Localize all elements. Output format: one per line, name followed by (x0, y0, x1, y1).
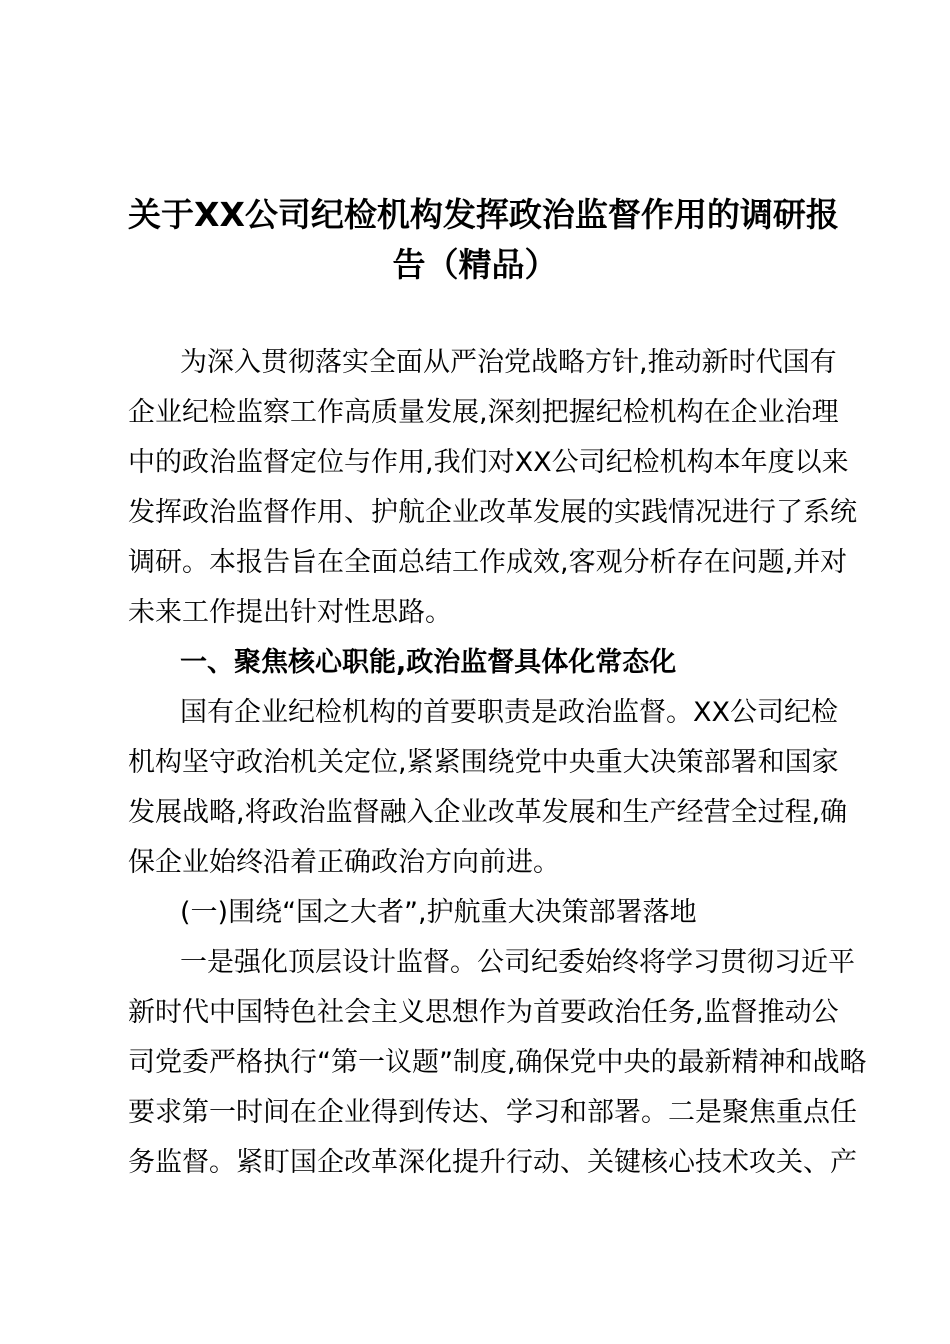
text-line: 企业纪检监察工作高质量发展,深刻把握纪检机构在企业治理 (128, 397, 839, 428)
subsection-heading: (一)围绕“国之大者”,护航重大决策部署落地 (180, 897, 697, 928)
subsection-paragraph (128, 938, 867, 1188)
text-line: 机构坚守政治机关定位,紧紧围绕党中央重大决策部署和国家 (128, 747, 839, 778)
intro-paragraph (128, 338, 857, 638)
text-line: 一是强化顶层设计监督。公司纪委始终将学习贯彻习近平 (180, 947, 855, 978)
text-line: 调研。本报告旨在全面总结工作成效,客观分析存在问题,并对 (128, 547, 848, 578)
text-line: 保企业始终沿着正确政治方向前进。 (128, 847, 560, 878)
text-line: 新时代中国特色社会主义思想作为首要政治任务,监督推动公 (128, 997, 839, 1028)
text-line: 司党委严格执行“第一议题”制度,确保党中央的最新精神和战略 (128, 1047, 867, 1078)
text-line: 务监督。紧盯国企改革深化提升行动、关键核心技术攻关、产 (128, 1147, 857, 1178)
title-line-2: 告（精品） (392, 245, 558, 284)
section-heading: 一、聚焦核心职能,政治监督具体化常态化 (180, 647, 677, 678)
document-title (128, 190, 839, 290)
title-line-1: 关于XX公司纪检机构发挥政治监督作用的调研报 (128, 195, 839, 234)
text-line: 为深入贯彻落实全面从严治党战略方针,推动新时代国有 (180, 347, 837, 378)
text-line: 要求第一时间在企业得到传达、学习和部署。二是聚焦重点任 (128, 1097, 857, 1128)
section-paragraph (128, 688, 848, 888)
text-line: 发挥政治监督作用、护航企业改革发展的实践情况进行了系统 (128, 497, 857, 528)
text-line: 国有企业纪检机构的首要职责是政治监督。XX公司纪检 (180, 697, 838, 728)
document-body (128, 338, 867, 1188)
text-line: 中的政治监督定位与作用,我们对XX公司纪检机构本年度以来 (128, 447, 849, 478)
text-line: 发展战略,将政治监督融入企业改革发展和生产经营全过程,确 (128, 797, 848, 828)
text-line: 未来工作提出针对性思路。 (128, 597, 452, 628)
